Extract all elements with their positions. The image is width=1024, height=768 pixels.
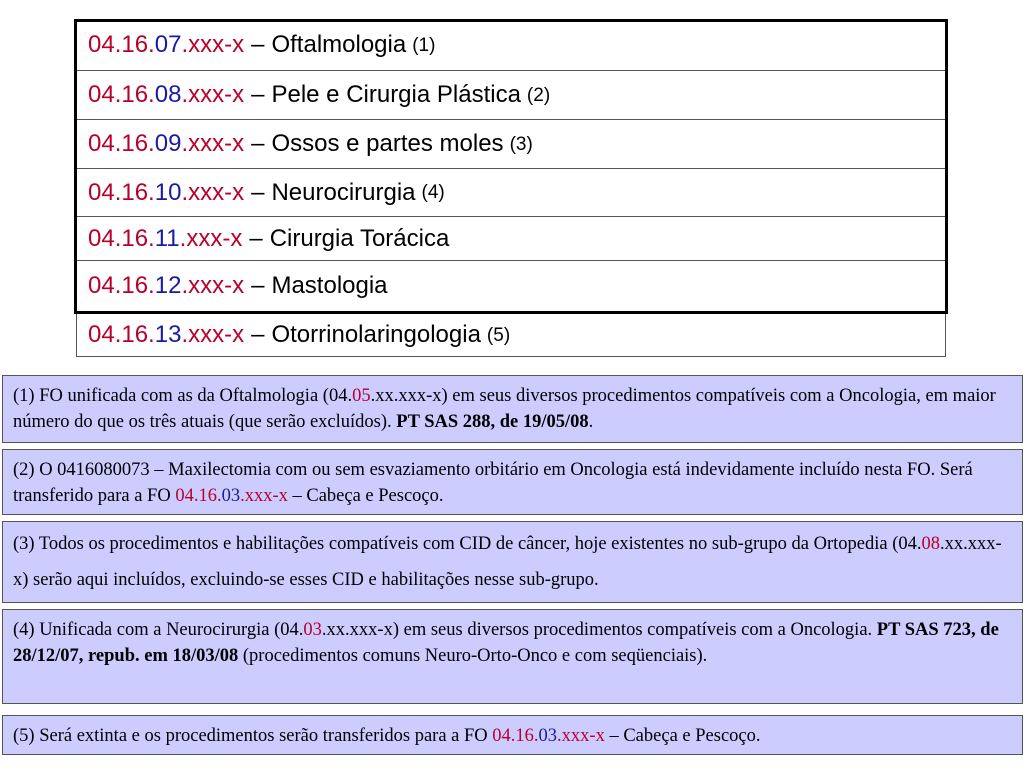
note-code: 03 (303, 620, 322, 640)
table-row-mastologia (76, 260, 946, 312)
code-prefix: 04.16. (88, 178, 155, 206)
code-number: 08 (154, 81, 182, 108)
code-number: 10 (154, 178, 182, 206)
code-suffix: .xxx-x (181, 81, 245, 108)
code-prefix: 04.16. (88, 130, 155, 157)
footnote-ref: (4) (421, 182, 445, 203)
code-number: 11 (154, 224, 180, 252)
dash: – (251, 31, 265, 58)
code-prefix: 04.16. (88, 224, 155, 252)
row-label: Neurocirurgia (271, 178, 416, 206)
dash: – (251, 178, 265, 206)
note-code-prefix: 04.16. (492, 726, 539, 746)
note-code: 05 (352, 386, 371, 406)
table-row-otorrino (76, 313, 946, 357)
table-row-cirurgia-toracica (76, 216, 946, 261)
footnote-ref: (5) (486, 324, 511, 346)
table-row-neurocirurgia (76, 168, 946, 217)
code-suffix: .xxx-x (181, 272, 245, 299)
code-number: 07 (154, 31, 182, 58)
note-code-suffix: .xxx-x (557, 726, 605, 746)
row-label: Mastologia (271, 272, 388, 299)
code-suffix: .xxx-x (181, 130, 245, 157)
dash: – (251, 321, 265, 348)
code-suffix: .xxx-x (181, 178, 245, 206)
note-code-prefix: 04.16. (175, 486, 222, 506)
dash: – (249, 224, 263, 252)
note-code: 08 (921, 534, 940, 554)
code-number: 12 (154, 272, 182, 299)
footnote-ref: (2) (526, 84, 551, 106)
row-label: Pele e Cirurgia Plástica (271, 81, 521, 108)
table-row-oftalmologia (76, 19, 946, 71)
note-reference: PT SAS 288, de 19/05/08 (396, 412, 589, 432)
row-label: Otorrinolaringologia (271, 321, 481, 348)
code-number: 13 (154, 321, 182, 348)
dash: – (251, 81, 265, 108)
note-1: (1) FO unificada com as da Oftalmologia (04.05.xx.xxx-x) em seus diversos procedimentos compatíveis com a Oncologia, em maior número do que os três atuais (que serão excluídos). PT SAS 288, de 19/05/08. (2, 375, 1023, 443)
row-label: Ossos e partes moles (271, 130, 504, 157)
table-row-ossos (76, 119, 946, 169)
note-2: (2) O 0416080073 – Maxilectomia com ou sem esvaziamento orbitário em Oncologia está indevidamente incluído nesta FO. Será transferido para a FO 04.16.03.xxx-x – Cabeça e Pescoço. (2, 449, 1023, 515)
note-3: (3) Todos os procedimentos e habilitações compatíveis com CID de câncer, hoje existentes no sub-grupo da Ortopedia (04.08.xx.xxx-x) serão aqui incluídos, excluindo-se esses CID e habilitações nesse sub-grupo. (2, 521, 1023, 603)
code-prefix: 04.16. (88, 272, 155, 299)
code-prefix: 04.16. (88, 81, 155, 108)
row-label: Oftalmologia (271, 31, 407, 58)
note-4: (4) Unificada com a Neurocirurgia (04.03.xx.xxx-x) em seus diversos procedimentos compatíveis com a Oncologia. PT SAS 723, de 28/12/07, repub. em 18/03/08 (procedimentos comuns Neuro-Orto-Onco e com seqüenciais). (2, 609, 1023, 704)
row-label: Cirurgia Torácica (269, 224, 450, 252)
note-code-number: 03 (221, 486, 241, 506)
code-suffix: .xxx-x (179, 224, 243, 252)
code-number: 09 (154, 130, 182, 157)
note-code-number: 03 (538, 726, 558, 746)
note-reference: PT SAS 723, de 28/12/07, repub. em 18/03/08 (13, 620, 999, 666)
code-suffix: .xxx-x (181, 321, 245, 348)
code-prefix: 04.16. (88, 31, 155, 58)
footnote-ref: (1) (412, 34, 436, 56)
note-code-suffix: .xxx-x (240, 486, 288, 506)
code-suffix: .xxx-x (181, 31, 245, 58)
note-5: (5) Será extinta e os procedimentos serão transferidos para a FO 04.16.03.xxx-x – Cabeça e Pescoço. (2, 715, 1023, 755)
dash: – (251, 272, 265, 299)
code-prefix: 04.16. (88, 321, 155, 348)
table-row-pele (76, 70, 946, 120)
dash: – (251, 130, 265, 157)
footnote-ref: (3) (509, 133, 533, 155)
